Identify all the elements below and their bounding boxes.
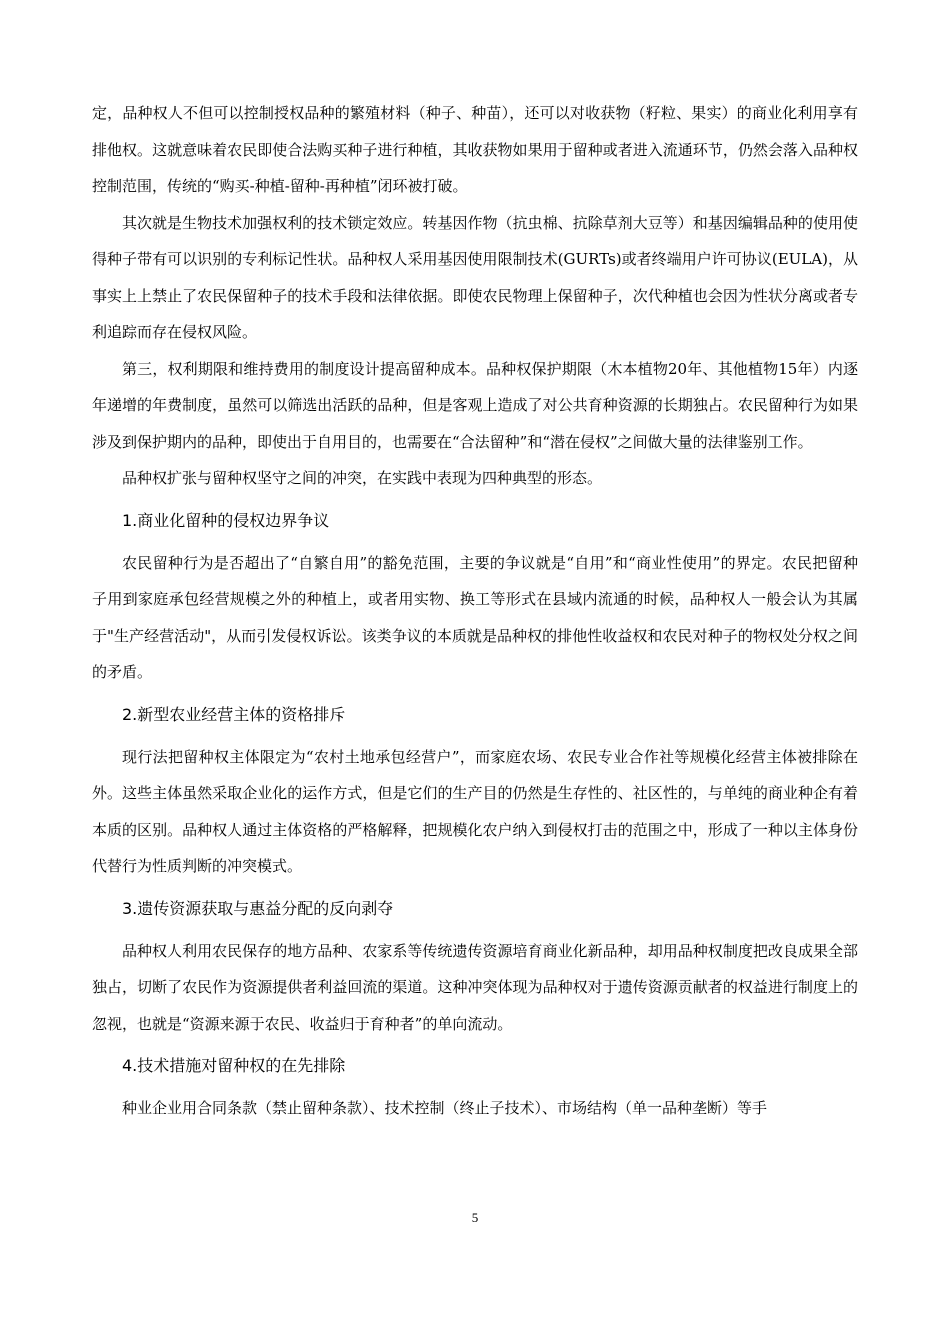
paragraph-new-operators: 现行法把留种权主体限定为“农村土地承包经营户”，而家庭农场、农民专业合作社等规模化经营主体被排除在外。这些主体虽然采取企业化的运作方式，但是它们的生产目的仍然是生存性的、社区性的，与单纯的商业种企有着本质的区别。品种权人通过主体资格的严格解释，把规模化农户纳入到侵权打击的范围之中，形成了一种以主体身份代替行为性质判断的冲突模式。 bbox=[92, 747, 858, 875]
paragraph-term-and-fees: 第三，权利期限和维持费用的制度设计提高留种成本。品种权保护期限（木本植物20年、其他植物15年）内逐年递增的年费制度，虽然可以筛选出活跃的品种，但是客观上造成了对公共育种资源的长期独占。农民留种行为如果涉及到保护期内的品种，即使出于自用目的，也需要在“合法留种”和“潜在侵权”之间做大量的法律鉴别工作。 bbox=[92, 359, 858, 451]
paragraph-technical-measures: 种业企业用合同条款（禁止留种条款）、技术控制（终止子技术）、市场结构（单一品种垄断）等手 bbox=[122, 1099, 768, 1117]
section-heading-3: 3.遗传资源获取与惠益分配的反向剥夺 bbox=[122, 898, 394, 918]
paragraph-continued: 定，品种权人不但可以控制授权品种的繁殖材料（种子、种苗），还可以对收获物（籽粒、果实）的商业化利用享有排他权。这就意味着农民即使合法购买种子进行种植，其收获物如果用于留种或者进入流通环节，仍然会落入品种权控制范围，传统的“购买-种植-留种-再种植”闭环被打破。 bbox=[92, 104, 858, 195]
page-body bbox=[92, 95, 858, 1127]
section-heading-2: 2.新型农业经营主体的资格排斥 bbox=[122, 704, 346, 724]
page-number: 5 bbox=[471, 1210, 479, 1225]
section-heading-1: 1.商业化留种的侵权边界争议 bbox=[122, 510, 330, 530]
section-heading-4: 4.技术措施对留种权的在先排除 bbox=[122, 1056, 346, 1075]
paragraph-biotech-lock: 其次就是生物技术加强权利的技术锁定效应。转基因作物（抗虫棉、抗除草剂大豆等）和基因编辑品种的使用使得种子带有可以识别的专利标记性状。品种权人采用基因使用限制技术(GURTs)或者终端用户许可协议(EULA)，从事实上上禁止了农民保留种子的技术手段和法律依据。即使农民物理上保留种子，次代种植也会因为性状分离或者专利追踪而存在侵权风险。 bbox=[92, 213, 858, 341]
paragraph-genetic-resources: 品种权人利用农民保存的地方品种、农家系等传统遗传资源培育商业化新品种，却用品种权制度把改良成果全部独占，切断了农民作为资源提供者利益回流的渠道。这种冲突体现为品种权对于遗传资源贡献者的权益进行制度上的忽视，也就是“资源来源于农民、收益归于育种者”的单向流动。 bbox=[92, 941, 858, 1033]
paragraph-conflict-intro: 品种权扩张与留种权坚守之间的冲突，在实践中表现为四种典型的形态。 bbox=[122, 469, 603, 487]
paragraph-commercial-seed-saving: 农民留种行为是否超出了“自繁自用”的豁免范围，主要的争议就是“自用”和“商业性使用”的界定。农民把留种子用到家庭承包经营规模之外的种植上，或者用实物、换工等形式在县域内流通的时候，品种权人一般会认为其属于"生产经营活动"，从而引发侵权诉讼。该类争议的本质就是品种权的排他性收益权和农民对种子的物权处分权之间的矛盾。 bbox=[92, 553, 858, 681]
